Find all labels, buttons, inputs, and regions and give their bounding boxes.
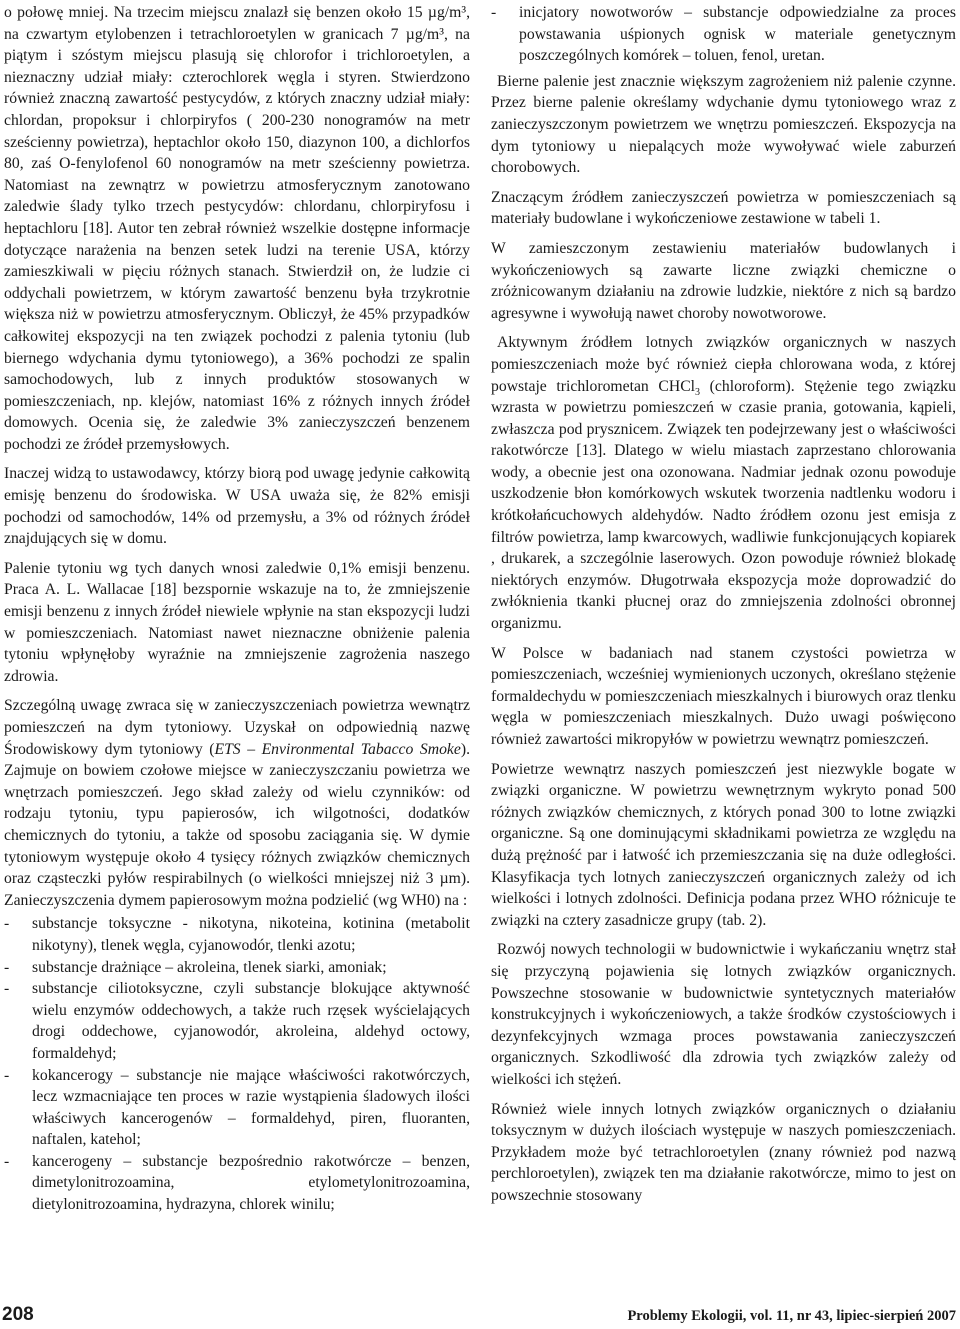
dash-marker: - [4,915,10,933]
list-item-text: substancje drażniące – akroleina, tlenek siarki, amoniak; [32,958,387,976]
list-item-text: substancje ciliotoksyczne, czyli substancje blokujące aktywność wielu enzymów oddechowych, a także ruch rzęsek wyścielających drogi oddechowe, cyjanowodór, akroleina, aldehyd octowy, formaldehyd; [32,980,470,1062]
paragraph-building-materials: Znaczącym źródłem zanieczyszczeń powietrza w pomieszczeniach są materiały budowlane i wykończeniowe zestawione w tabeli 1. [491,188,956,228]
list-item-text: substancje toksyczne - nikotyna, nikoteina, kotinina (metabolit nikotyny), tlenek węgla, cyjanowodór, tlenki azotu; [32,915,470,954]
paragraph-poland-research: W Polsce w badaniach nad stanem czystości powietrza w pomieszczeniach, wcześniej wymienionych uczonych, określano stężenie formaldechydu w pomieszczeniach mieszkalnych i biurowych oraz tlenku węgla w pomieszczeniach mieszkalnych. Dużo uwagi poświęcono również zawartości mikropyłów w powietrzu wewnątrz pomieszczeń. [491,644,956,748]
paragraph-benzene-exposure: o połowę mniej. Na trzecim miejscu znalazł się benzen około 15 µg/m³, na czwartym etylobenzen i tetrachloroetylen w granicach 7 µg/m³, na piątym i szóstym miejscu plasują się chlorofor i trichloroetylen, a nieznaczny udział miały: czterochlorek węgla i styren. Stwierdzono również znaczną zawartość pestycydów, z których znaczny udział miały: chlordan, propoksur i chlorpiryfos ( 200-230 nonogramów na metr sześcienny powietrza), heptachlor około 150, diazynon 100, a dichlorfos 80, zaś O-fenylofenol 60 nonogramów na metr sześcienny powietrza. Natomiast na zewnątrz w powietrzu atmosferycznym zanotowano zaledwie ślady tylko trzech pestycydów: chlordanu, chlorpiryfosu i heptachloru [18]. Autor ten zebrał również wszelkie dostępne informacje dotyczące narażenia na benzen setek ludzi na terenie USA, którzy zamieszkiwali w pięciu różnych stanach. Stwierdził on, że ludzie ci oddychali powietrzem, w którym zawartość benzenu była trzykrotnie większa niż w powietrzu atmosferycznym. Obliczył, że 45% przypadków całkowitej ekspozycji na ten związek pochodzi z palenia tytoniu (lub biernego wdychania dymu tytoniowego), a 36% pochodzi ze spalin samochodowych, lub z innych produktów stosowanych w pomieszczeniach, np. klejów, natomiast 16% z różnych innych źródeł domowych. Ocenia się, że zaledwie 3% zanieczyszczeń benzenem pochodzi ze źródeł przemysłowych. [4,4,470,453]
list-item [4,978,470,1064]
right-column [491,2,956,1214]
list-item [491,2,956,67]
list-item [4,1151,470,1216]
dash-marker: - [4,980,10,998]
ets-text-start: Szczególną uwagę zwraca się w zanieczyszczeniach powietrza wewnątrz pomieszczeń na dym tytoniowy. Uzyskał on odpowiednią nazwę Środowiskowy dym tytoniowy ( [4,697,470,758]
list-item-text: kokancerogy – substancje nie mające właściwości rakotwórczych, lecz wzmacniające ten proces w razie wystąpienia śladowych ilości właściwych kancerogenów – formaldehyd, piren, fluoranten, naftalen, katehol; [32,1066,470,1149]
list-item [4,913,470,956]
chloroform-text-end: (chloroform). Stężenie tego związku wzrasta w powietrzu pomieszczeń w czasie prania, gotowania, kąpieli, zwłaszcza pod prysznicem. Związek ten podejrzewany jest o właściwości rakotwórcze [13]. Dlatego w wielu miastach zaprzestano chlorowania wody, a obecnie jest ona ozonowana. Nadmiar jednak ozonu powoduje uszkodzenie błon komórkowych wskutek tworzenia nadtlenku wodoru i krótkołańcuchowych aldehydów. Nadto źródłem ozonu jest emisja z filtrów powietrza, lamp kwarcowych, wadliwie funkcjonujących kopiarek , drukarek, a szczególnie laserowych. Ozon powoduje również blokadę niektórych enzymów. Długotrwała ekspozycja może doprowadzić do zwłóknienia tkanki płucnej oraz do zmniejszenia zdolności obronnej organizmu. [491,377,956,633]
chcl3-subscript: 3 [695,386,701,398]
paragraph-tetrachloroethylene: Również wiele innych lotnych związków organicznych o działaniu toksycznym w dużych ilościach występuje w naszych pomieszczeniach. Przykładem może być tetrachloroetylen (znany również pod nazwą perchloroetylen), związek ten ma działanie rakotwórcze, mimo to jest on powszechnie stosowany [491,1100,956,1204]
left-column [4,2,470,1220]
dash-marker: - [4,1152,10,1170]
paragraph-legislators: Inaczej widzą to ustawodawcy, którzy biorą pod uwagę jedynie całkowitą emisję benzenu do środowiska. W USA uważa się, że 82% emisji pochodzi od samochodów, 14% od przemysłu, a 3% od różnych źródeł znajdujących się w domu. [4,465,470,548]
paragraph-organic-compounds: Powietrze wewnątrz naszych pomieszczeń jest niezwykle bogate w związki organiczne. W powietrzu wewnętrznym wykryto ponad 500 różnych związków chemicznych, z których ponad 300 to lotne związki organiczne. Są one dominującymi składnikami powietrza ze względu na dużą prężność par i łatwość ich przemieszczania się na duże odległości. Klasyfikacja tych lotnych zanieczyszczeń organicznych zależy od ich wielkości i lotnych zdolności. Definicja podana przez WHO różnicuje te związki na cztery zasadnicze grupy (tab. 2). [491,760,956,929]
chloroform-text-start: Aktywnym źródłem lotnych związków organicznych w naszych pomieszczeniach może być również ciepła chlorowana woda, z której powstaje trichlorometan CHCl [491,334,956,395]
dash-marker: - [4,958,10,976]
smoke-substances-list [4,913,470,1215]
list-item-text: inicjatory nowotworów – substancje odpowiedzialne za proces powstawania uśpionych ognisk w materiale genetycznym poszczególnych komórek – toluen, fenol, uretan. [519,4,956,65]
journal-citation: Problemy Ekologii, vol. 11, nr 43, lipiec-sierpień 2007 [627,1308,956,1324]
dash-marker: - [491,4,497,21]
paragraph-chloroform [491,332,956,634]
list-item [4,1065,470,1151]
ets-text-end: ). Zajmuje on bowiem czołowe miejsce w zanieczyszczaniu powietrza we wnętrzach pomieszczeń. Jego skład zależy od wielu czynników: od rodzaju tytoniu, typu papierosów, ich wilgotności, dodatków chemicznych do tytoniu, a także od sposobu zaciągania się. W dymie tytoniowym występuje około 4 tysięcy różnych związków chemicznych oraz cząsteczki pyłów respirabilnych (o wielkości mniejszej niż 3 µm). Zanieczyszczenia dymem papierosowym można podzielić (wg WH0) na : [4,740,470,909]
carcinogen-initiators-list [491,2,956,67]
list-item-text: kancerogeny – substancje bezpośrednio rakotwórcze – benzen, dimetylonitrozoamina, etylometylonitrozoamina, dietylonitrozoamina, hydrazyna, chlorek winilu; [32,1152,470,1214]
list-item [4,957,470,979]
paragraph-ets [4,695,470,911]
paragraph-tobacco-emission: Palenie tytoniu wg tych danych wnosi zaledwie 0,1% emisji benzenu. Praca A. L. Wallacae [18] bezspornie wskazuje na to, że zmniejszenie emisji benzenu z innych źródeł niewiele wpłynie na stan ekspozycji ludzi w pomieszczeniach. Natomiast nawet nieznaczne obniżenie palenia tytoniu wpłynęłoby wyraźnie na zmniejszenie zagrożenia naszego zdrowia. [4,559,470,685]
paragraph-materials-list: W zamieszczonym zestawieniu materiałów budowlanych i wykończeniowych są zawarte liczne związki chemiczne o zróżnicowanym działaniu na zdrowie ludzkie, niektóre z nich są bardzo agresywne i wywołują nawet choroby nowotworowe. [491,239,956,322]
page-number: 208 [2,1304,34,1325]
ets-name: ETS – Environmental Tabacco Smoke [214,740,461,758]
paragraph-new-technologies: Rozwój nowych technologii w budownictwie i wykańczaniu wnętrz stał się przyczyną pojawienia się lotnych związków organicznych. Powszechne stosowanie w budownictwie syntetycznych materiałów konstrukcyjnych i wykończeniowych, a także środków czystościowych i dezynfekcyjnych wzmaga proces powstawania zanieczyszczeń organicznych. Szkodliwość dla zdrowia tych związków zależy od wielkości ich stężeń. [491,941,956,1088]
paragraph-passive-smoking: Bierne palenie jest znacznie większym zagrożeniem niż palenie czynne. Przez bierne palenie określamy wdychanie dymu tytoniowego wraz z zanieczyszczonym powietrzem we wnętrzu pomieszczeń. Ekspozycja na dym tytoniowy u niepalących może wywoływać wiele zaburzeń chorobowych. [491,72,956,177]
page-footer [0,1300,960,1326]
dash-marker: - [4,1066,10,1084]
